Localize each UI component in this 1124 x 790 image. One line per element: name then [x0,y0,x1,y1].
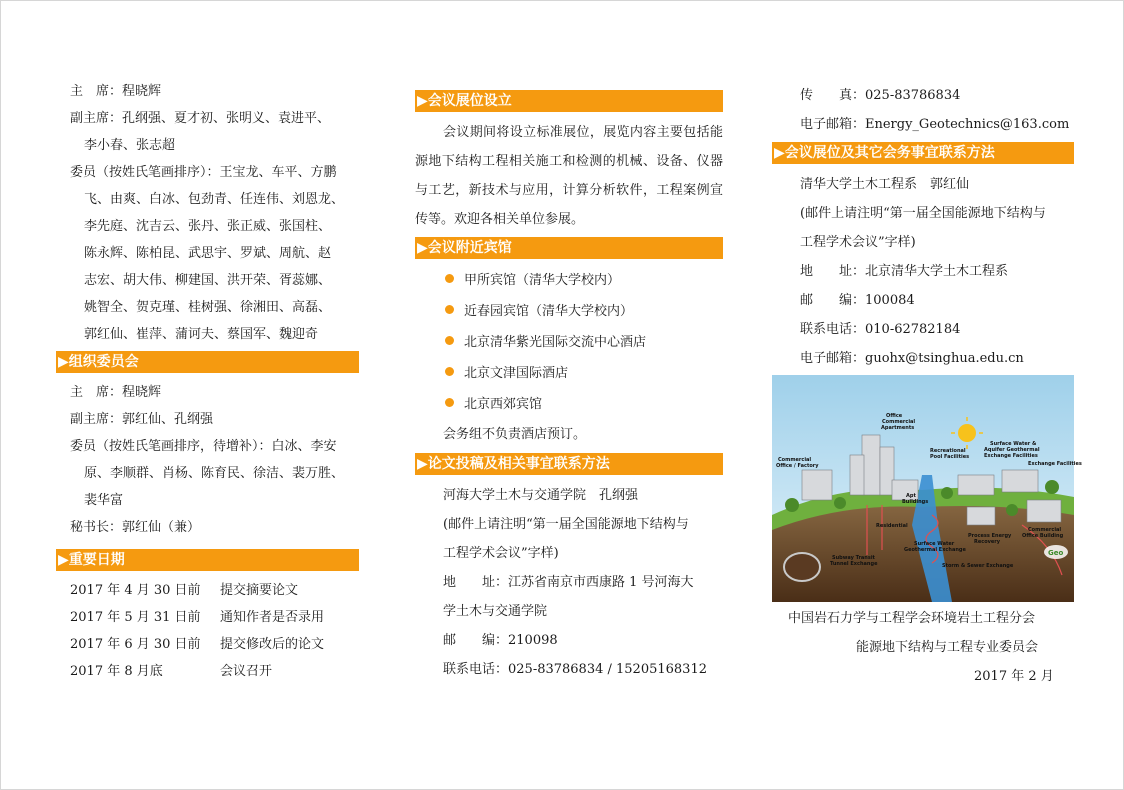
secretary: 秘书长：郭红仙（兼） [70,520,201,535]
bullet-icon [445,398,454,407]
members-4: 陈永辉、陈柏昆、武思宇、罗斌、周航、赵 [84,246,332,261]
booth-address: 地 址：北京清华大学土木工程系 [800,264,1009,279]
date: 2017 年 6 月 30 日前 [70,637,201,652]
paper-note-2: 工程学术会议”字样) [443,546,559,561]
hotel-note: 会务组不负责酒店预订。 [443,427,587,442]
label-surface-water: Surface Water & [990,441,1037,447]
bullet-icon [445,336,454,345]
label-pool: Pool Facilities [930,454,970,460]
paper-contact: 河海大学土木与交通学院 孔纲强 [443,488,639,503]
column-contacts [772,81,1082,691]
section-org-committee: ▶组织委员会 [56,351,359,373]
label-commercial: Commercial [882,419,916,425]
hotel-name: 北京西郊宾馆 [464,397,543,412]
date-row [56,604,359,631]
label-geothermal-exchange: Geothermal Exchange [904,547,966,553]
dates-list [56,577,359,685]
section-paper-contact: ▶论文投稿及相关事宜联系方法 [415,453,723,475]
label-exchange-fac: Exchange Facilities [984,453,1038,459]
org-vice: 副主席：郭红仙、孔纲强 [70,412,214,427]
vice-chairs-1: 副主席：孔纲强、夏才初、张明义、袁进平、 [70,111,331,126]
label-exchange-fac2: Exchange Facilities [1028,461,1082,467]
label-office-factory: Office / Factory [776,463,819,469]
members-2: 飞、由爽、白冰、包劲青、任连伟、刘恩龙、 [84,192,345,207]
label-recreational: Recreational [930,448,966,454]
label-office: Office [886,413,903,419]
hotel-name: 近春园宾馆（清华大学校内） [464,304,634,319]
label-commercial-office: Commercial [778,457,812,463]
org-chair: 主 席：程晓辉 [70,385,162,400]
date: 2017 年 4 月 30 日前 [70,583,201,598]
booth-note-2: 工程学术会议”字样) [800,235,916,250]
list-item [445,265,723,296]
date-row [56,577,359,604]
members-7: 郭红仙、崔萍、蒲诃夫、蔡国军、魏迎奇 [84,327,319,342]
list-item [445,389,723,420]
org-members-3: 裴华富 [84,493,124,508]
hotel-name: 北京文津国际酒店 [464,366,569,381]
column-exhibits-hotels [415,87,723,684]
org-members-2: 原、李顺群、肖杨、陈育民、徐洁、裴万胜、 [84,466,345,481]
date-row [56,631,359,658]
label-tunnel: Tunnel Exchange [830,561,878,567]
exhibit-text: 会议期间将设立标准展位，展览内容主要包括能源地下结构工程相关施工和检测的机械、设备、仪器与工艺，新技术与应用，计算分析软件，工程案例宣传等。欢迎各相关单位参展。 [415,125,723,227]
list-item [445,327,723,358]
label-office-building: Office Building [1022,533,1064,539]
hotel-name: 甲所宾馆（清华大学校内） [464,273,621,288]
label-process-energy: Process Energy [968,533,1012,539]
section-booth-contact: ▶会议展位及其它会务事宜联系方法 [772,142,1074,164]
organizer-1: 中国岩石力学与工程学会环境岩土工程分会 [788,611,1036,626]
label-buildings: Buildings [902,499,929,505]
column-committee [56,78,359,685]
section-hotels: ▶会议附近宾馆 [415,237,723,259]
section-dates: ▶重要日期 [56,549,359,571]
geo-logo: Geo [1048,549,1064,557]
members-6: 姚智全、贺克瑾、桂树强、徐湘田、高磊、 [84,300,332,315]
chair: 主 席：程晓辉 [70,84,162,99]
paper-address-2: 学土木与交通学院 [443,604,548,619]
bullet-icon [445,274,454,283]
paper-postcode: 邮 编：210098 [443,633,558,648]
date-event: 提交修改后的论文 [220,637,325,652]
hotel-name: 北京清华紫光国际交流中心酒店 [464,335,647,350]
label-aquifer: Aquifer Geothermal [984,447,1040,453]
label-apt: Apt [906,493,916,499]
members-3: 李先庭、沈吉云、张丹、张正威、张国柱、 [84,219,332,234]
bullet-icon [445,367,454,376]
paper-phone: 联系电话：025-83786834 / 15205168312 [443,662,707,677]
list-item [445,296,723,327]
label-recovery: Recovery [974,539,1001,545]
sun-icon [958,424,976,442]
date-event: 会议召开 [220,664,273,679]
section-exhibit: ▶会议展位设立 [415,90,723,112]
paper-address-1: 地 址：江苏省南京市西康路 1 号河海大 [443,575,694,590]
label-storm: Storm & Sewer Exchange [942,563,1014,569]
fax: 传 真：025-83786834 [800,88,961,103]
date: 2017 年 8 月底 [70,664,163,679]
organizer-2: 能源地下结构与工程专业委员会 [856,640,1039,655]
label-commercial2: Commercial [1028,527,1062,533]
bullet-icon [445,305,454,314]
label-surface-water2: Surface Water [914,541,955,547]
hotel-list [415,265,723,420]
paper-note-1: (邮件上请注明“第一届全国能源地下结构与 [443,517,689,532]
email-main: 电子邮箱：Energy_Geotechnics@163.com [800,117,1070,132]
geothermal-illustration [772,375,1082,602]
members-5: 志宏、胡大伟、柳建国、洪开荣、胥蕊娜、 [84,273,332,288]
booth-postcode: 邮 编：100084 [800,293,915,308]
date-event: 通知作者是否录用 [220,610,325,625]
list-item [445,358,723,389]
date-event: 提交摘要论文 [220,583,299,598]
label-apartments: Apartments [881,425,915,431]
booth-note-1: (邮件上请注明“第一届全国能源地下结构与 [800,206,1046,221]
vice-chairs-2: 李小春、张志超 [84,138,176,153]
date: 2017 年 5 月 31 日前 [70,610,201,625]
date-row [56,658,359,685]
issue-date: 2017 年 2 月 [974,669,1054,684]
label-residential: Residential [876,523,908,529]
booth-email: 电子邮箱：guohx@tsinghua.edu.cn [800,351,1024,366]
booth-contact: 清华大学土木工程系 郭红仙 [800,177,970,192]
members-1: 委员（按姓氏笔画排序）：王宝龙、车平、方鹏 [70,165,337,180]
label-subway: Subway Transit [832,555,875,561]
booth-phone: 联系电话：010-62782184 [800,322,961,337]
org-members-1: 委员（按姓氏笔画排序，待增补）：白冰、李安 [70,439,337,454]
